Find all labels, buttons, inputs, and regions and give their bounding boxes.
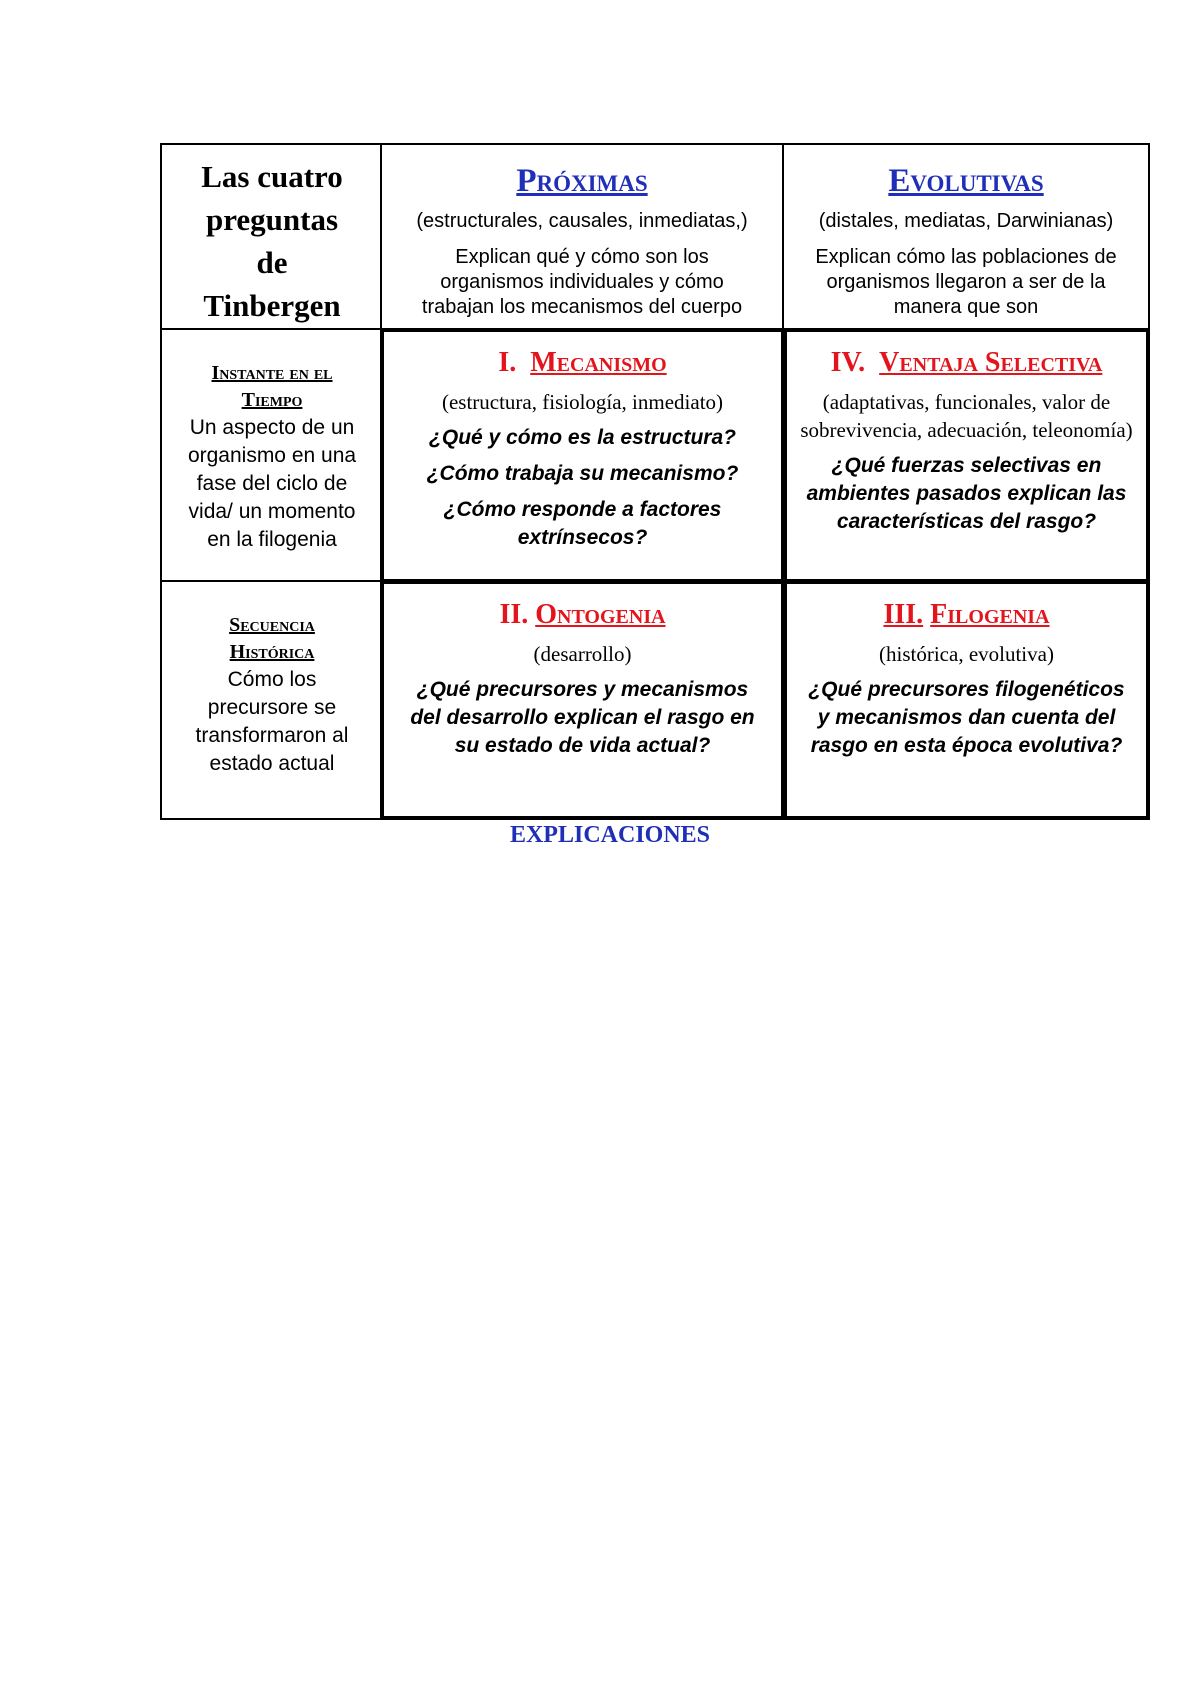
mecanismo-heading — [384, 346, 781, 380]
cell-mecanismo — [380, 328, 785, 583]
proximas-description-line: organismos individuales y cómo — [440, 271, 724, 293]
ontogenia-numeral: II. — [499, 599, 529, 630]
filogenia-name: Filogenia — [930, 599, 1050, 630]
title-line: Las cuatro — [201, 159, 343, 194]
mecanismo-question: ¿Cómo responde a factores extrínsecos? — [443, 498, 722, 549]
ventaja-numeral: IV. — [830, 347, 866, 378]
evolutivas-description-line: organismos llegaron a ser de la — [826, 271, 1106, 293]
column-header-proximas — [380, 143, 784, 328]
ontogenia-question: ¿Qué precursores y mecanismos del desarrollo explican el rasgo en su estado de vida actual? — [410, 678, 755, 757]
title-line: Tinbergen — [203, 288, 341, 323]
instante-description — [162, 414, 382, 554]
instante-heading — [162, 360, 382, 414]
ventaja-paren: (adaptativas, funcionales, valor de sobrevivencia, adecuación, teleonomía) — [800, 390, 1133, 442]
cell-ventaja-selectiva — [783, 328, 1150, 583]
filogenia-numeral: III. — [883, 599, 924, 630]
filogenia-paren: (histórica, evolutiva) — [879, 642, 1054, 666]
proximas-heading: Próximas — [516, 163, 648, 199]
evolutivas-description — [784, 245, 1148, 320]
title-line: de — [256, 245, 288, 280]
instante-line: fase del ciclo de — [196, 472, 348, 495]
ventaja-question: ¿Qué fuerzas selectivas en ambientes pasados explican las características del rasgo? — [806, 454, 1127, 533]
proximas-subtitle: (estructurales, causales, inmediatas,) — [416, 210, 748, 232]
secuencia-description — [162, 666, 382, 778]
secuencia-line: precursore se — [207, 696, 337, 719]
table-title — [162, 155, 382, 327]
filogenia-heading — [787, 598, 1146, 632]
ontogenia-name: Ontogenia — [535, 599, 666, 630]
instante-heading-line: Instante en el — [211, 362, 333, 384]
instante-line: vida/ un momento — [188, 500, 356, 523]
ventaja-name: Ventaja Selectiva — [879, 347, 1103, 378]
row-header-secuencia — [160, 580, 382, 820]
secuencia-heading-line: Histórica — [229, 641, 315, 663]
proximas-description-line: Explican qué y cómo son los — [455, 246, 709, 268]
secuencia-line: transformaron al — [195, 724, 349, 747]
evolutivas-subtitle: (distales, mediatas, Darwinianas) — [818, 210, 1114, 232]
mecanismo-name: Mecanismo — [530, 347, 667, 378]
mecanismo-question: ¿Qué y cómo es la estructura? — [429, 426, 736, 449]
instante-line: organismo en una — [187, 444, 357, 467]
mecanismo-numeral: I. — [498, 347, 517, 378]
evolutivas-description-line: Explican cómo las poblaciones de — [815, 246, 1117, 268]
cell-ontogenia — [380, 580, 785, 820]
explicaciones-label: EXPLICACIONES — [509, 822, 711, 848]
ventaja-heading — [787, 346, 1146, 380]
ontogenia-heading — [384, 598, 781, 632]
table-title-cell — [160, 143, 382, 328]
filogenia-question: ¿Qué precursores filogenéticos y mecanismos dan cuenta del rasgo en esta época evolutiva? — [808, 678, 1125, 757]
proximas-description — [382, 245, 782, 320]
row-header-instante — [160, 328, 382, 580]
mecanismo-question: ¿Cómo trabaja su mecanismo? — [426, 462, 739, 485]
title-line: preguntas — [205, 202, 339, 237]
instante-line: en la filogenia — [207, 528, 337, 551]
cell-filogenia — [783, 580, 1150, 820]
secuencia-heading — [162, 612, 382, 666]
instante-heading-line: Tiempo — [241, 389, 303, 411]
secuencia-line: estado actual — [209, 752, 335, 775]
mecanismo-paren: (estructura, fisiología, inmediato) — [441, 390, 724, 414]
instante-line: Un aspecto de un — [189, 416, 355, 439]
secuencia-heading-line: Secuencia — [229, 614, 315, 636]
column-header-evolutivas — [784, 143, 1150, 328]
ontogenia-paren: (desarrollo) — [533, 642, 632, 666]
secuencia-line: Cómo los — [227, 668, 317, 691]
tinbergen-table — [160, 143, 1150, 820]
evolutivas-description-line: manera que son — [893, 296, 1039, 318]
evolutivas-heading: Evolutivas — [888, 163, 1044, 199]
proximas-description-line: trabajan los mecanismos del cuerpo — [421, 296, 743, 318]
